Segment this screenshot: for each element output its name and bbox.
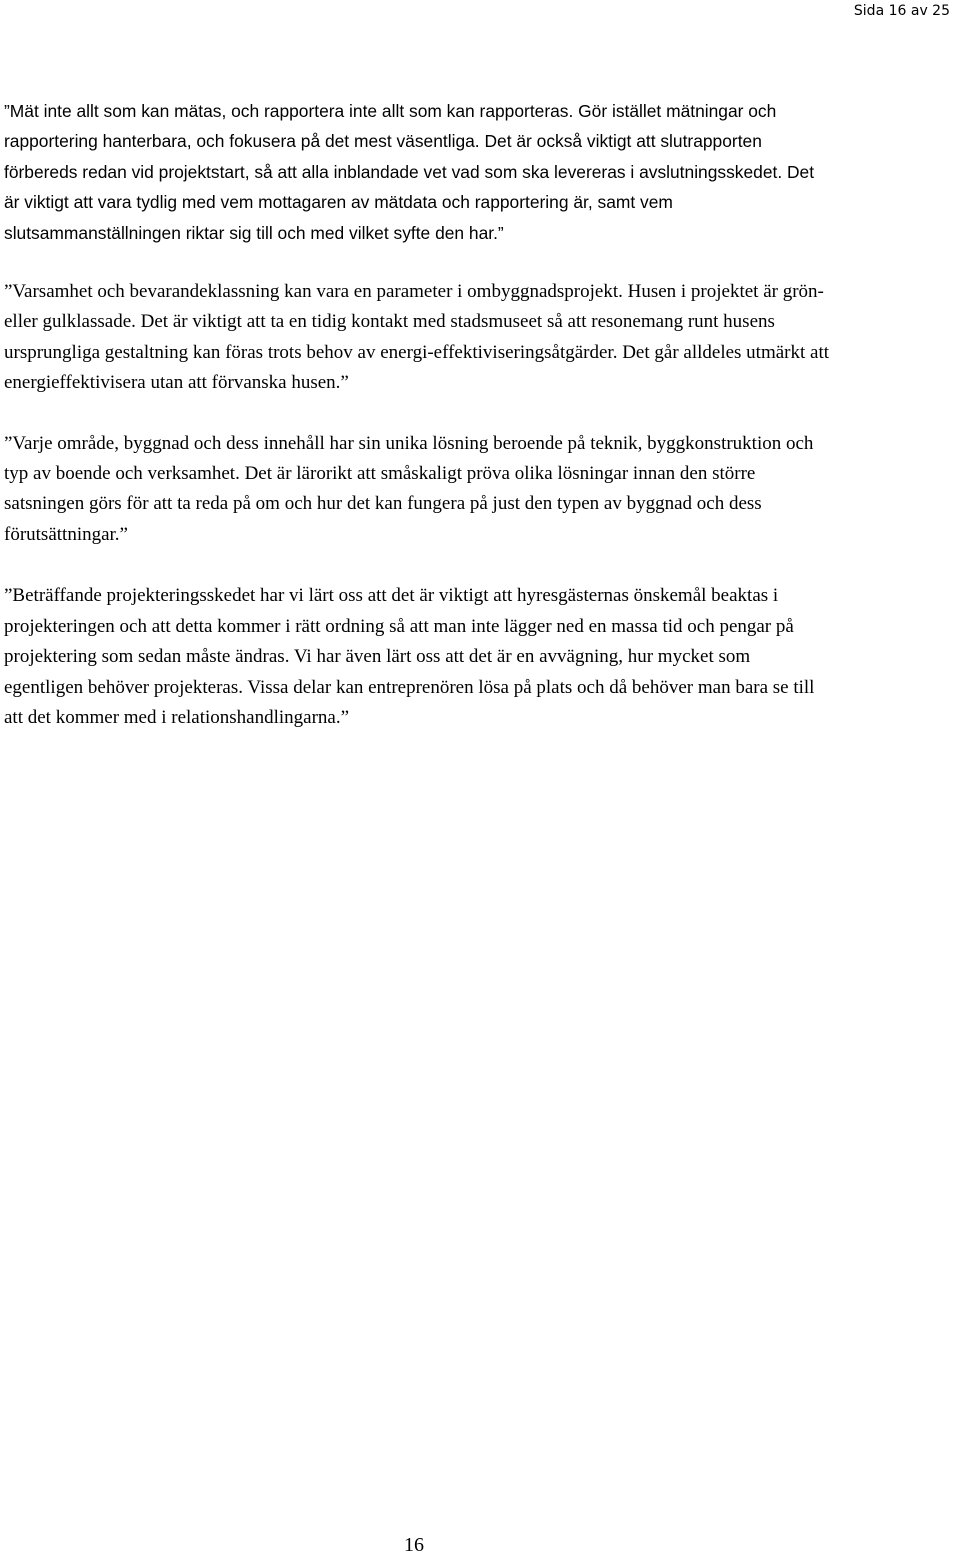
page-number: 16 — [404, 1534, 424, 1556]
quote-paragraph-2: ”Varsamhet och bevarandeklassning kan vara en parameter i ombyggnadsprojekt. Husen i projektet är grön- eller gulklassade. Det är viktigt att ta en tidig kontakt med stadsmuseet så att resonemang runt husens ursprungliga gestaltning kan föras trots behov av energi-effektiviseringsåtgärder. Det går alldeles utmärkt att energieffektivisera utan att förvanska husen.” — [4, 281, 830, 394]
quote-paragraph-3: ”Varje område, byggnad och dess innehåll har sin unika lösning beroende på teknik, byggkonstruktion och typ av boende och verksamhet. Det är lärorikt att småskaligt pröva olika lösningar innan den större satsningen görs för att ta reda på om och hur det kan fungera på just den typen av byggnad och dess förutsättningar.” — [4, 432, 814, 545]
page-indicator: Sida 16 av 25 — [853, 3, 950, 19]
quote-paragraph-1: ”Mät inte allt som kan mätas, och rapportera inte allt som kan rapporteras. Gör istället mätningar och rapportering hanterbara, och fokusera på det mest väsentliga. Det är också viktigt att slutrapporten förbereds redan vid projektstart, så att alla inblandade vet vad som ska levereras i avslutningsskedet. Det är viktigt att vara tydlig med vem mottagaren av mätdata och rapportering är, samt vem slutsammanställningen riktar sig till och med vilket syfte den har.” — [4, 101, 815, 243]
quote-paragraph-4: ”Beträffande projekteringsskedet har vi lärt oss att det är viktigt att hyresgästernas önskemål beaktas i projekteringen och att detta kommer i rätt ordning så att man inte lägger ned en massa tid och pengar på projektering som sedan måste ändras. Vi har även lärt oss att det är en avvägning, hur mycket som egentligen behöver projekteras. Vissa delar kan entreprenören lösa på plats och då behöver man bara se till att det kommer med i relationshandlingarna.” — [4, 585, 815, 728]
document-body — [4, 96, 834, 733]
